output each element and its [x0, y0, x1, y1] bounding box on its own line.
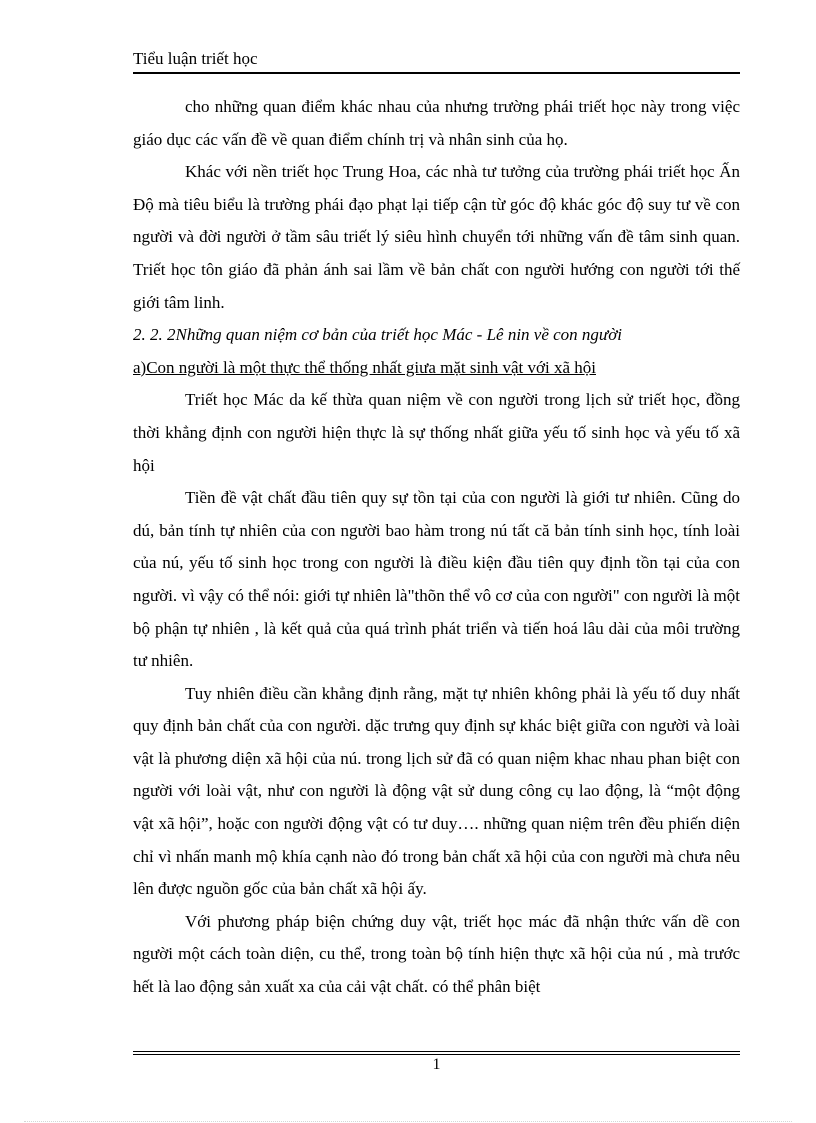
paragraph-2: Khác với nền triết học Trung Hoa, các nhà tư tưởng của trường phái triết học Ấn Độ mà tiêu biểu là trường phái đạo phạt lại tiếp cận từ góc độ khác góc độ suy tư về con người và đời người ở tầm sâu triết lý siêu hình chuyển tới những vấn đề tâm sinh quan. Triết học tôn giáo đã phản ánh sai lầm về bản chất con người hướng con người tới thế giới tâm linh.: [133, 162, 740, 312]
paragraph-1: cho những quan điểm khác nhau của nhưng trường phái triết học này trong việc giáo dục các vấn đề về quan điểm chính trị và nhân sinh của họ.: [133, 97, 740, 149]
paragraph-4: Tiền đề vật chất đầu tiên quy sự tồn tại của con người là giới tư nhiên. Cũng do dú, bản tính tự nhiên của con người bao hàm trong nú tất că bản tính sinh học, tính loài của nú, yếu tố sinh học trong con người là điều kiện đầu tiên quy định tồn tại của con người. vì vậy có thể nói: giới tự nhiên là"thõn thể vô cơ của con người" con người là một bộ phận tự nhiên , là kết quả của quá trình phát triển và tiến hoá lâu dài của môi trường tư nhiên.: [133, 488, 740, 671]
document-body: [133, 91, 740, 1004]
page-number: 1: [432, 1056, 441, 1073]
subsection-heading: a)Con người là một thực thể thống nhất giưa mặt sinh vật với xã hội: [133, 357, 596, 377]
page-header: Tiểu luận triết học: [133, 48, 740, 74]
paragraph-6: Với phương pháp biện chứng duy vật, triết học mác đã nhận thức vấn dề con người một cách toàn diện, cu thể, trong toàn bộ tính hiện thực xã hội của nú , mà trước hết là lao động sản xuất xa của cải vật chất. có thể phân biệt: [133, 911, 740, 997]
paragraph-3: Triết học Mác da kế thừa quan niệm về con người trong lịch sử triết học, đồng thời khẳng định con người hiện thực là sự thống nhất giữa yếu tố sinh học và yếu tố xã hội: [133, 390, 740, 475]
section-heading: 2. 2. 2Những quan niệm cơ bản của triết học Mác - Lê nin về con người: [133, 325, 622, 345]
paragraph-5: Tuy nhiên điều cần khẳng định rằng, mặt tự nhiên không phải là yếu tố duy nhất quy định bản chất của con người. dặc trưng quy định sự khác biệt giữa con người và loài vật là phương diện xã hội của nú. trong lịch sử đã có quan niệm khac nhau phan biệt con người với loài vật, như con người là động vật sử dung công cụ lao động, là “một động vật xã hội”, hoặc con người động vật có tư duy…. những quan niệm trên đều phiến diện chỉ vì nhấn manh mộ khía cạnh nào đó trong bản chất xã hội của con người mà chưa nêu lên được nguồn gốc của bản chất xã hội ấy.: [133, 683, 740, 899]
page-boundary: [24, 1121, 792, 1122]
